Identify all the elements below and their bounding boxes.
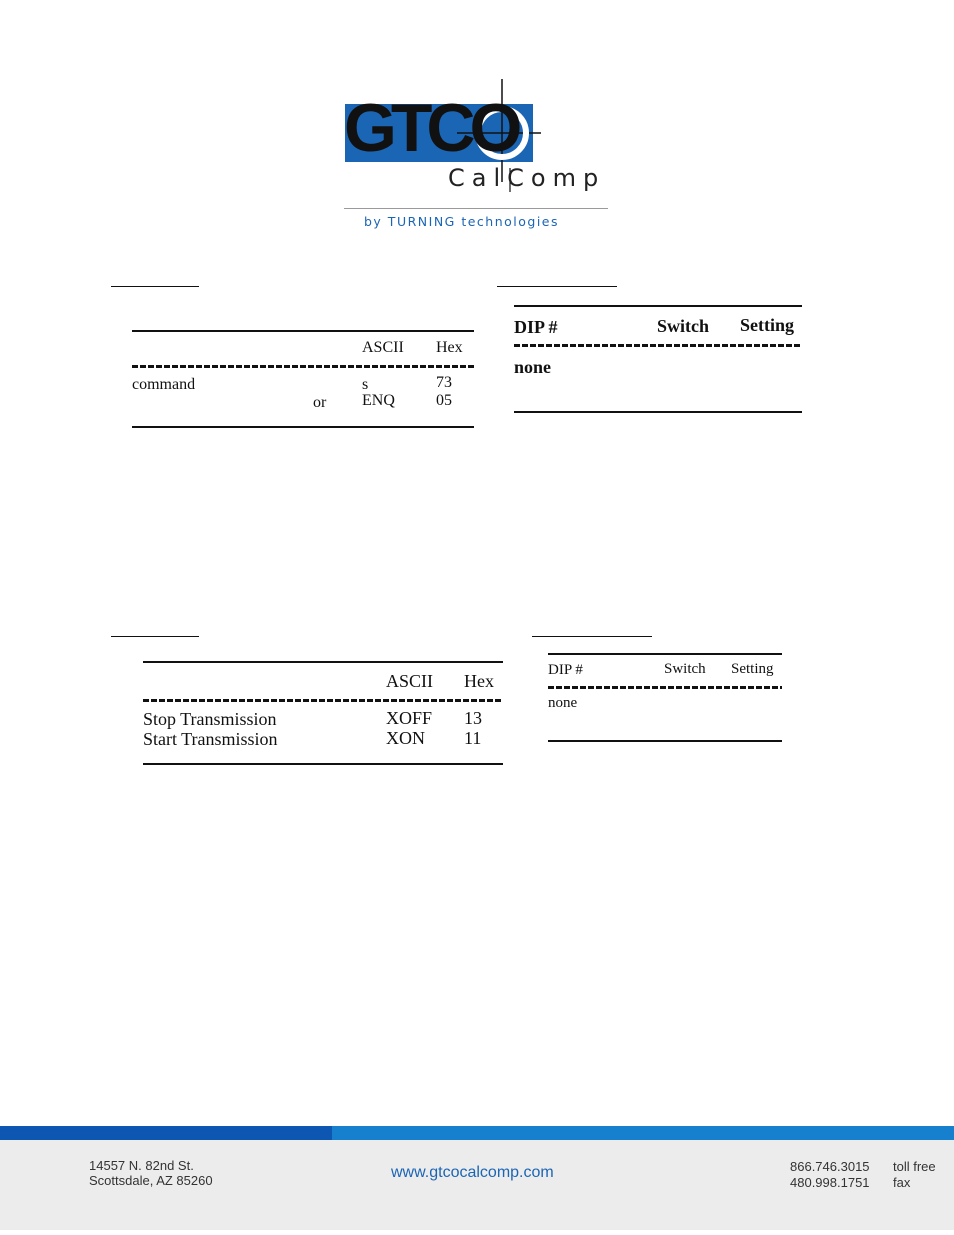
header-dip: DIP # [548, 662, 583, 678]
address-line-2: Scottsdale, AZ 85260 [89, 1173, 213, 1188]
fax-label: fax [893, 1175, 911, 1190]
footer-bar-light [332, 1126, 954, 1140]
table-rule [143, 661, 503, 663]
row-ascii: XON [386, 728, 425, 748]
header-switch: Switch [664, 661, 706, 677]
header-dip: DIP # [514, 317, 558, 337]
row-label: or [313, 394, 327, 411]
header-hex: Hex [436, 339, 463, 356]
phone-number: 866.746.3015 [790, 1159, 870, 1174]
header-ascii: ASCII [386, 671, 434, 691]
section-underline [532, 636, 652, 637]
command-table [132, 330, 474, 430]
row-label: Start Transmission [143, 729, 278, 749]
table-rule [548, 653, 782, 655]
table-rule [514, 305, 802, 307]
logo-divider [344, 208, 608, 209]
row-hex: 73 [436, 374, 452, 391]
row-none: none [548, 695, 578, 711]
logo-subtitle: CalComp [448, 164, 606, 192]
section-underline [497, 286, 617, 287]
address-line-1: 14557 N. 82nd St. [89, 1158, 194, 1173]
section-underline [111, 286, 199, 287]
dip-switch-table [514, 305, 802, 415]
fax-number: 480.998.1751 [790, 1175, 870, 1190]
row-ascii: XOFF [386, 708, 433, 728]
section-underline [111, 636, 199, 637]
gtco-calcomp-logo [340, 76, 620, 236]
table-dash-rule [548, 686, 782, 689]
footer [0, 1140, 954, 1230]
table-rule [548, 740, 782, 742]
table-dash-rule [143, 699, 503, 702]
table-rule [514, 411, 802, 413]
row-hex: 13 [464, 708, 482, 728]
table-rule [132, 426, 474, 428]
header-switch: Switch [657, 316, 710, 336]
flow-control-table [143, 661, 503, 767]
row-label: Stop Transmission [143, 709, 277, 729]
footer-bar-dark [0, 1126, 332, 1140]
row-ascii: ENQ [362, 392, 395, 409]
header-hex: Hex [464, 671, 494, 691]
table-dash-rule [514, 344, 802, 347]
dip-switch-table [548, 653, 782, 745]
row-label: command [132, 376, 196, 393]
row-hex: 05 [436, 392, 452, 409]
website-link[interactable]: www.gtcocalcomp.com [391, 1164, 554, 1181]
logo-wordmark: GTCO [344, 90, 517, 166]
header-setting: Setting [731, 661, 774, 677]
phone-label: toll free [893, 1159, 936, 1174]
row-none: none [514, 357, 552, 377]
header-ascii: ASCII [362, 339, 404, 356]
logo-tagline: by TURNING technologies [364, 214, 560, 229]
table-dash-rule [132, 365, 474, 368]
row-ascii: s [362, 376, 369, 393]
row-hex: 11 [464, 728, 482, 748]
header-setting: Setting [740, 315, 794, 335]
table-rule [143, 763, 503, 765]
table-rule [132, 330, 474, 332]
